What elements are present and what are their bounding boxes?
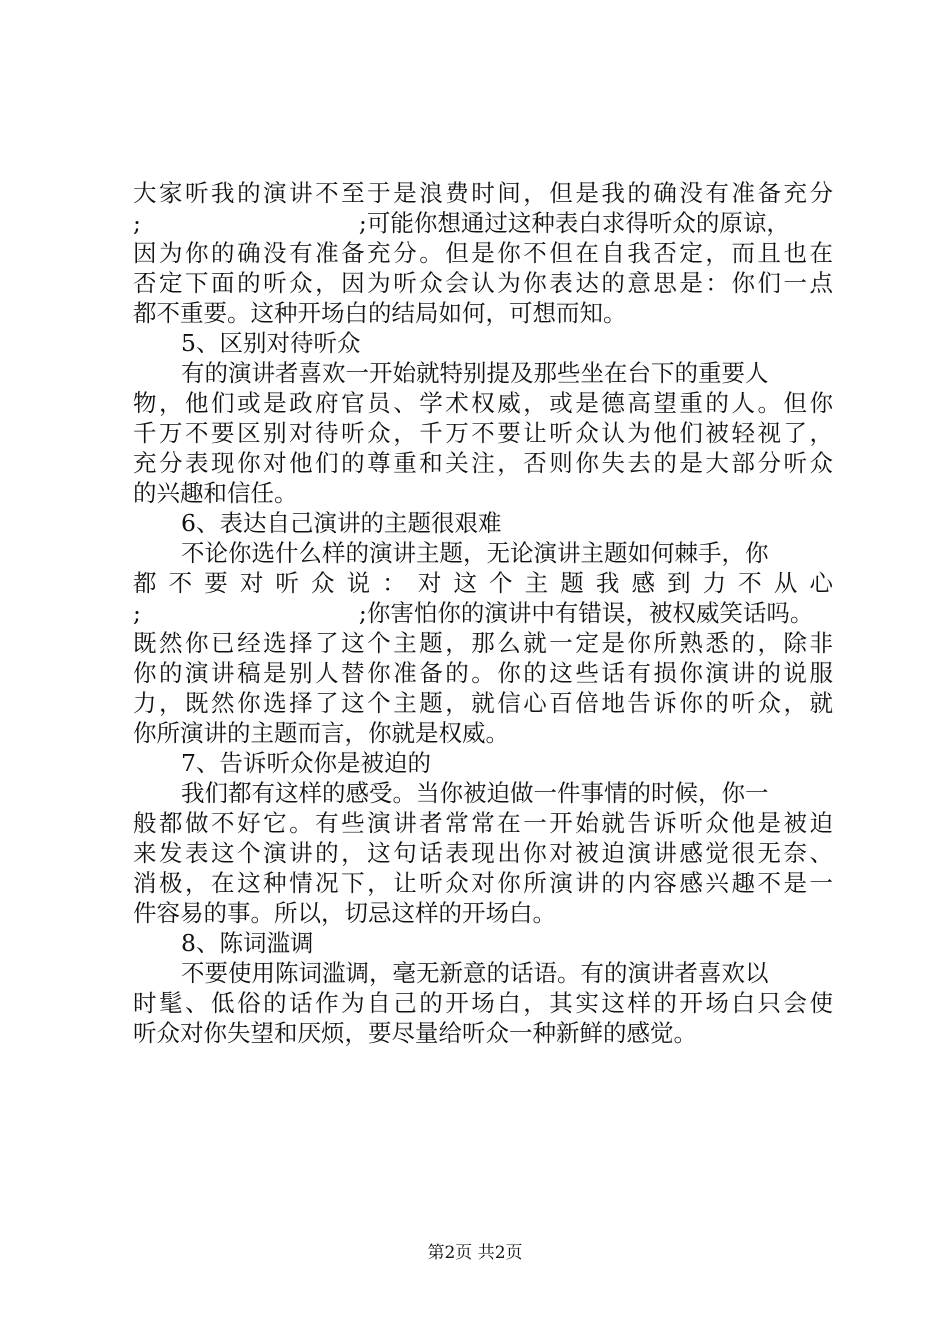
section-heading: 8、陈词滥调 [181, 929, 314, 957]
section-heading: 5、区别对待听众 [181, 329, 361, 357]
text-fragment: ;可能你想通过这种表白求得听众的原谅， [358, 209, 790, 237]
text-fragment: ; [133, 599, 141, 627]
text-line: 的兴趣和信任。 [133, 479, 298, 507]
text-line: 物，他们或是政府官员、学术权威，或是德高望重的人。但你 [133, 389, 833, 417]
text-line: 既然你已经选择了这个主题，那么就一定是你所熟悉的，除非 [133, 629, 833, 657]
section-heading: 6、表达自己演讲的主题很艰难 [181, 509, 502, 537]
text-line: 件容易的事。所以，切忌这样的开场白。 [133, 899, 556, 927]
text-line: 有的演讲者喜欢一开始就特别提及那些坐在台下的重要人 [181, 359, 769, 387]
text-fragment: ; [133, 209, 141, 237]
text-line: 大家听我的演讲不至于是浪费时间，但是我的确没有准备充分 [133, 179, 833, 207]
text-line: 消极，在这种情况下，让听众对你所演讲的内容感兴趣不是一 [133, 869, 833, 897]
text-line: 力，既然你选择了这个主题，就信心百倍地告诉你的听众，就 [133, 689, 833, 717]
text-line: 般都做不好它。有些演讲者常常在一开始就告诉听众他是被迫 [133, 809, 833, 837]
text-line: 不论你选什么样的演讲主题，无论演讲主题如何棘手，你 [181, 539, 769, 567]
section-heading: 7、告诉听众你是被迫的 [181, 749, 431, 777]
text-fragment: ;你害怕你的演讲中有错误，被权威笑话吗。 [358, 599, 814, 627]
text-line: 你所演讲的主题而言，你就是权威。 [133, 719, 509, 747]
text-line: 听众对你失望和厌烦，要尽量给听众一种新鲜的感觉。 [133, 1019, 697, 1047]
text-line: 否定下面的听众，因为听众会认为你表达的意思是：你们一点 [133, 269, 833, 297]
text-line: 你的演讲稿是别人替你准备的。你的这些话有损你演讲的说服 [133, 659, 833, 687]
text-line [133, 598, 833, 628]
text-line: 充分表现你对他们的尊重和关注，否则你失去的是大部分听众 [133, 449, 833, 477]
text-line: 不要使用陈词滥调，毫无新意的话语。有的演讲者喜欢以 [181, 959, 769, 987]
text-line: 都不重要。这种开场白的结局如何，可想而知。 [133, 299, 627, 327]
text-line: 因为你的确没有准备充分。但是你不但在自我否定，而且也在 [133, 239, 833, 267]
text-line [133, 208, 833, 238]
text-line: 来发表这个演讲的，这句话表现出你对被迫演讲感觉很无奈、 [133, 839, 833, 867]
text-line: 都不要对听众说：对这个主题我感到力不从心 [133, 569, 833, 597]
page-footer: 第2页 共2页 [427, 1243, 523, 1263]
text-line: 时髦、低俗的话作为自己的开场白，其实这样的开场白只会使 [133, 989, 833, 1017]
text-line: 我们都有这样的感受。当你被迫做一件事情的时候，你一 [181, 779, 769, 807]
text-line: 千万不要区别对待听众，千万不要让听众认为他们被轻视了， [133, 419, 833, 447]
